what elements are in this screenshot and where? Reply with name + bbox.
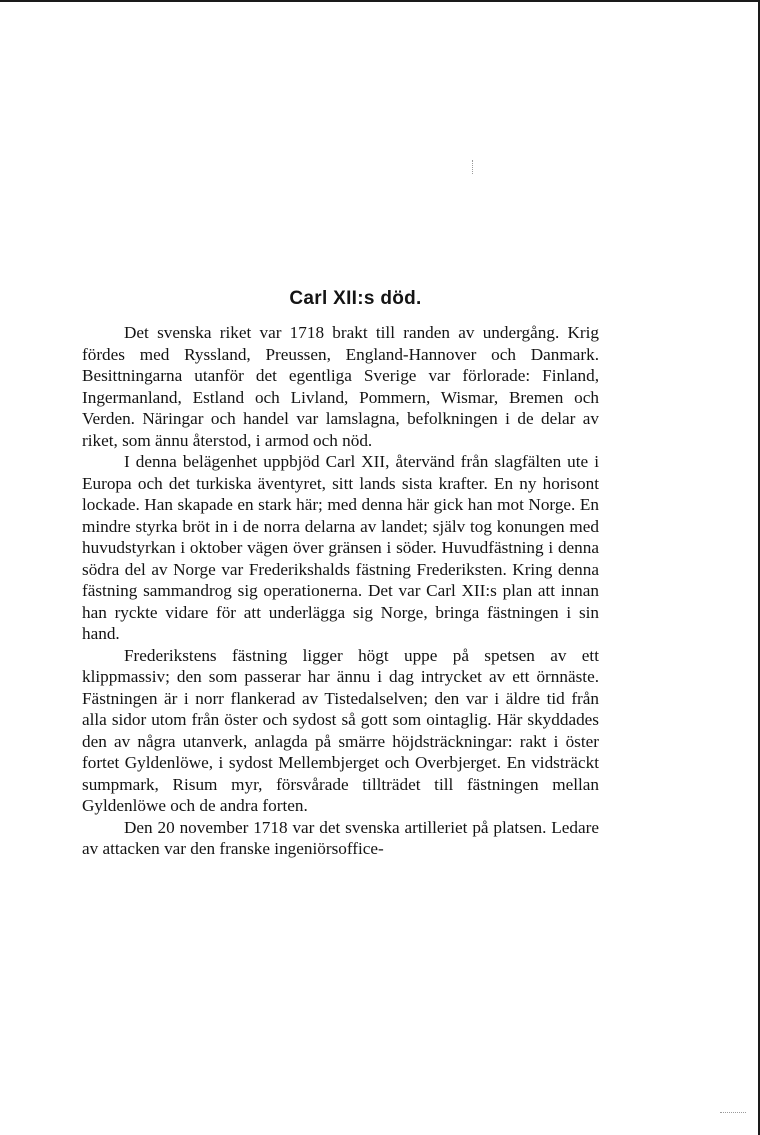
fold-mark	[472, 160, 474, 174]
paragraph: Den 20 november 1718 var det svenska artilleriet på platsen. Ledare av attacken var den franske ingeniörsoffice-	[82, 817, 599, 858]
scan-artifact	[720, 1112, 746, 1114]
page-edge-top	[0, 0, 760, 2]
paragraph: Frederikstens fästning ligger högt uppe på spetsen av ett klippmassiv; den som passerar har ännu i dag intrycket av ett örnnäste. Fästningen är i norr flankerad av Tistedalselven; den var i äldre tid från alla sidor utom från öster och sydost så gott som ointaglig. Här skyddades den av några utanverk, anlagda på smärre höjdsträckningar: rakt i öster fortet Gyldenlöwe, i sydost Mellembjerget och Overbjerget. En vidsträckt sumpmark, Risum myr, försvårade tillträdet till fästningen mellan Gyldenlöwe och de andra forten.	[82, 645, 599, 815]
paragraph: I denna belägenhet uppbjöd Carl XII, återvänd från slagfälten ute i Europa och det turkiska äventyret, sitt lands sista krafter. En ny horisont lockade. Han skapade en stark här; med denna här gick han mot Norge. En mindre styrka bröt in i de norra delarna av landet; själv tog konungen med huvudstyrkan i oktober vägen över gränsen i söder. Huvudfästning i denna södra del av Norge var Frederikshalds fästning Frederiksten. Kring denna fästning sammandrog sig operationerna. Det var Carl XII:s plan att innan han ryckte vidare för att underlägga sig Norge, bringa fästningen i sin hand.	[82, 452, 599, 643]
document-body	[82, 286, 599, 860]
paragraph: Det svenska riket var 1718 brakt till randen av undergång. Krig fördes med Ryssland, Preussen, England-Hannover och Danmark. Besittningarna utanför det egentliga Sverige var förlorade: Finland, Ingermanland, Estland och Livland, Pommern, Wismar, Bremen och Verden. Näringar och handel var lamslagna, befolkningen i de delar av riket, som ännu återstod, i armod och nöd.	[82, 323, 599, 450]
page-title: Carl XII:s död.	[289, 288, 422, 309]
